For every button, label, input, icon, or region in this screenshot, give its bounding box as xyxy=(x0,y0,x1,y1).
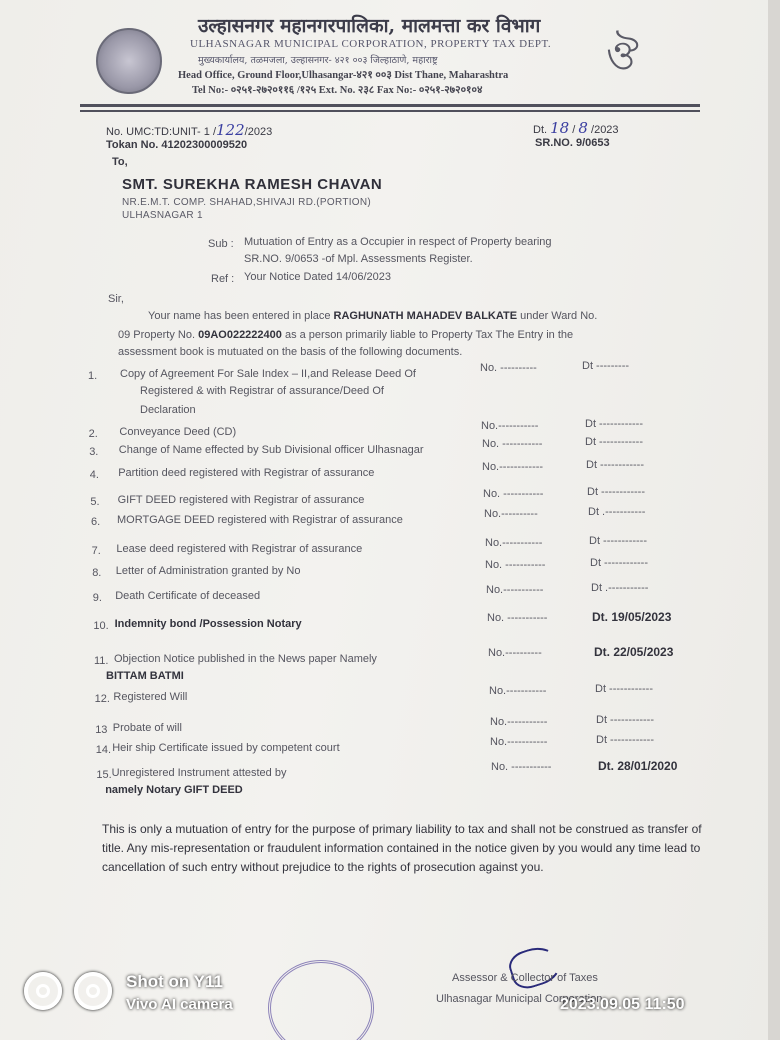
document-item-text-cont: BITTAM BATMI xyxy=(106,670,184,682)
to-label: To, xyxy=(112,156,128,168)
document-item-date-field: Dt ------------ xyxy=(587,486,646,498)
document-item-date-field: Dt .----------- xyxy=(591,582,649,594)
document-item-number-field: No.----------- xyxy=(489,685,547,697)
document-item-text: Indemnity bond /Possession Notary xyxy=(114,618,302,630)
document-item-number: 8. xyxy=(92,567,102,579)
addressee-name: SMT. SUREKHA RAMESH CHAVAN xyxy=(122,176,383,193)
document-item-number-field: No. ----------- xyxy=(483,488,544,500)
document-item-number-field: No. ----------- xyxy=(491,761,552,773)
signatory-organization: Ulhasnagar Municipal Corporation xyxy=(436,993,603,1005)
document-item-text: MORTGAGE DEED registered with Registrar of assurance xyxy=(117,514,403,526)
document-item-date-field: Dt. 19/05/2023 xyxy=(592,610,672,624)
header-address-english: Head Office, Ground Floor,Ulhasangar-४२१ ००३ Dist Thane, Maharashtra xyxy=(178,70,509,81)
document-item-number-field: No. ----------- xyxy=(482,438,543,450)
header-title-marathi: उल्हासनगर महानगरपालिका, मालमत्ता कर विभाग xyxy=(198,15,541,37)
document-item-number-field: No. ----------- xyxy=(487,612,548,624)
document-item-number: 2. xyxy=(88,428,98,440)
document-item-number: 12. xyxy=(94,693,110,705)
document-item-number-field: No. ----------- xyxy=(485,559,546,571)
subject-text: Mutuation of Entry as a Occupier in respect of Property bearing xyxy=(244,236,552,248)
camera-aperture-icon xyxy=(24,972,62,1010)
subject-label: Sub : xyxy=(208,238,234,250)
camera-lens-icon xyxy=(74,972,112,1010)
document-item-number-field: No.---------- xyxy=(484,508,538,520)
document-item-number: 5. xyxy=(90,496,100,508)
document-item-date-field: Dt ------------ xyxy=(596,714,655,726)
document-item-number: 4. xyxy=(89,469,99,481)
addressee-address-line2: ULHASNAGAR 1 xyxy=(122,210,203,221)
reference-number: No. UMC:TD:UNIT- 1 /122/2023 xyxy=(106,121,273,139)
document-date: Dt. 18 / 8 /2023 xyxy=(533,119,619,137)
document-item-number: 11. xyxy=(94,655,109,667)
document-item-number-field: No.----------- xyxy=(486,584,544,596)
document-item-number-field: No.----------- xyxy=(490,736,548,748)
document-item-text: Change of Name effected by Sub Divisional officer Ulhasnagar xyxy=(118,444,424,456)
document-item-date-field: Dt ------------ xyxy=(586,459,645,471)
document-item-text: Unregistered Instrument attested by xyxy=(111,767,287,779)
header-divider-thin xyxy=(80,110,700,112)
document-item-number: 13 xyxy=(95,724,108,736)
document-item-text: Objection Notice published in the News paper Namely xyxy=(114,653,377,665)
header-address-marathi: मुख्यकार्यालय, तळमजला, उल्हासनगर- ४२१ ००३ जिल्हाठाणे, महाराष्ट्र xyxy=(198,55,438,66)
disclaimer-paragraph: This is only a mutuation of entry for the purpose of primary liability to tax and shall not be construed as transfer of title. Any mis-representation or fraudulent information contained in the notice given by you would any time lead to cancellation of such entry without prejudice to the rights of prosecution against you. xyxy=(102,822,702,874)
document-item-text: Letter of Administration granted by No xyxy=(115,565,301,577)
document-item-number-field: No.----------- xyxy=(481,420,539,432)
document-item-number: 7. xyxy=(91,545,101,557)
document-item-date-field: Dt ------------ xyxy=(596,734,655,746)
header-divider xyxy=(80,104,700,107)
document-item-text: Heir ship Certificate issued by competent court xyxy=(112,742,340,754)
body-line-1: Your name has been entered in place RAGHUNATH MAHADEV BALKATE under Ward No. xyxy=(148,310,598,322)
salutation: Sir, xyxy=(108,293,124,305)
document-item-text: Death Certificate of deceased xyxy=(115,590,261,602)
document-item-date-field: Dt --------- xyxy=(582,360,630,372)
document-item-number: 15. xyxy=(96,769,112,781)
document-item-text: Lease deed registered with Registrar of assurance xyxy=(116,543,363,555)
document-item-text: Conveyance Deed (CD) xyxy=(119,426,237,438)
serial-number: SR.NO. 9/0653 xyxy=(535,137,610,149)
watermark-brand: Shot on Y11 xyxy=(126,972,223,991)
document-item-text-cont: namely Notary GIFT DEED xyxy=(105,784,243,796)
reference-text: Your Notice Dated 14/06/2023 xyxy=(244,271,391,283)
document-item-text-cont: Declaration xyxy=(140,404,196,416)
corporation-logo-icon: ঔ xyxy=(606,34,639,78)
document-item-number-field: No. ---------- xyxy=(480,362,537,374)
document-item-date-field: Dt .----------- xyxy=(588,506,646,518)
official-seal-stamp xyxy=(268,960,374,1040)
document-item-number: 10. xyxy=(93,620,109,632)
document-item-number: 6. xyxy=(91,516,101,528)
reference-label: Ref : xyxy=(211,273,235,285)
document-item-number-field: No.----------- xyxy=(485,537,543,549)
addressee-address-line1: NR.E.M.T. COMP. SHAHAD,SHIVAJI RD.(PORTION) xyxy=(122,197,372,208)
body-line-2: 09 Property No. 09AO022222400 as a person primarily liable to Property Tax The Entry in the xyxy=(118,329,574,341)
document-item-number: 14. xyxy=(95,744,112,756)
document-item-date-field: Dt. 22/05/2023 xyxy=(594,645,674,659)
document-item-number: 1. xyxy=(88,370,98,382)
body-line-3: assessment book is mutuated on the basis of the following documents. xyxy=(118,346,463,358)
document-item-text: Partition deed registered with Registrar of assurance xyxy=(118,467,375,479)
document-item-text: Copy of Agreement For Sale Index – II,and Release Deed Of xyxy=(120,368,416,380)
document-item-text: GIFT DEED registered with Registrar of assurance xyxy=(117,494,365,506)
document-item-text: Registered Will xyxy=(113,691,188,703)
watermark-timestamp: 2023.09.05 11:50 xyxy=(560,996,685,1013)
watermark-camera: Vivo AI camera xyxy=(126,996,233,1013)
document-item-date-field: Dt ------------ xyxy=(585,418,644,430)
document-item-date-field: Dt ------------ xyxy=(595,683,654,695)
document-item-number-field: No.------------ xyxy=(482,461,544,473)
document-item-number-field: No.---------- xyxy=(488,647,542,659)
header-title-english: ULHASNAGAR MUNICIPAL CORPORATION, PROPERTY TAX DEPT. xyxy=(190,38,552,50)
document-item-number: 9. xyxy=(92,592,102,604)
document-item-text: Probate of will xyxy=(112,722,182,734)
document-item-text-cont: Registered & with Registrar of assurance/Deed Of xyxy=(140,385,384,397)
document-item-date-field: Dt ------------ xyxy=(589,535,648,547)
header-telephone: Tel No:- ०२५१-२७२०११६ /१२५ Ext. No. २३८ Fax No:- ०२५१-२७२०१०४ xyxy=(192,85,483,96)
document-item-number: 3. xyxy=(89,446,99,458)
document-item-date-field: Dt. 28/01/2020 xyxy=(598,759,678,773)
document-item-date-field: Dt ------------ xyxy=(585,436,644,448)
signatory-title: Assessor & Collector of Taxes xyxy=(452,972,598,984)
document-item-number-field: No.----------- xyxy=(490,716,548,728)
token-number: Tokan No. 41202300009520 xyxy=(106,139,248,151)
handwritten-signature xyxy=(505,941,564,993)
document-item-date-field: Dt ------------ xyxy=(590,557,649,569)
corporation-emblem-icon xyxy=(96,28,162,94)
subject-text-line2: SR.NO. 9/0653 -of Mpl. Assessments Register. xyxy=(244,253,473,265)
